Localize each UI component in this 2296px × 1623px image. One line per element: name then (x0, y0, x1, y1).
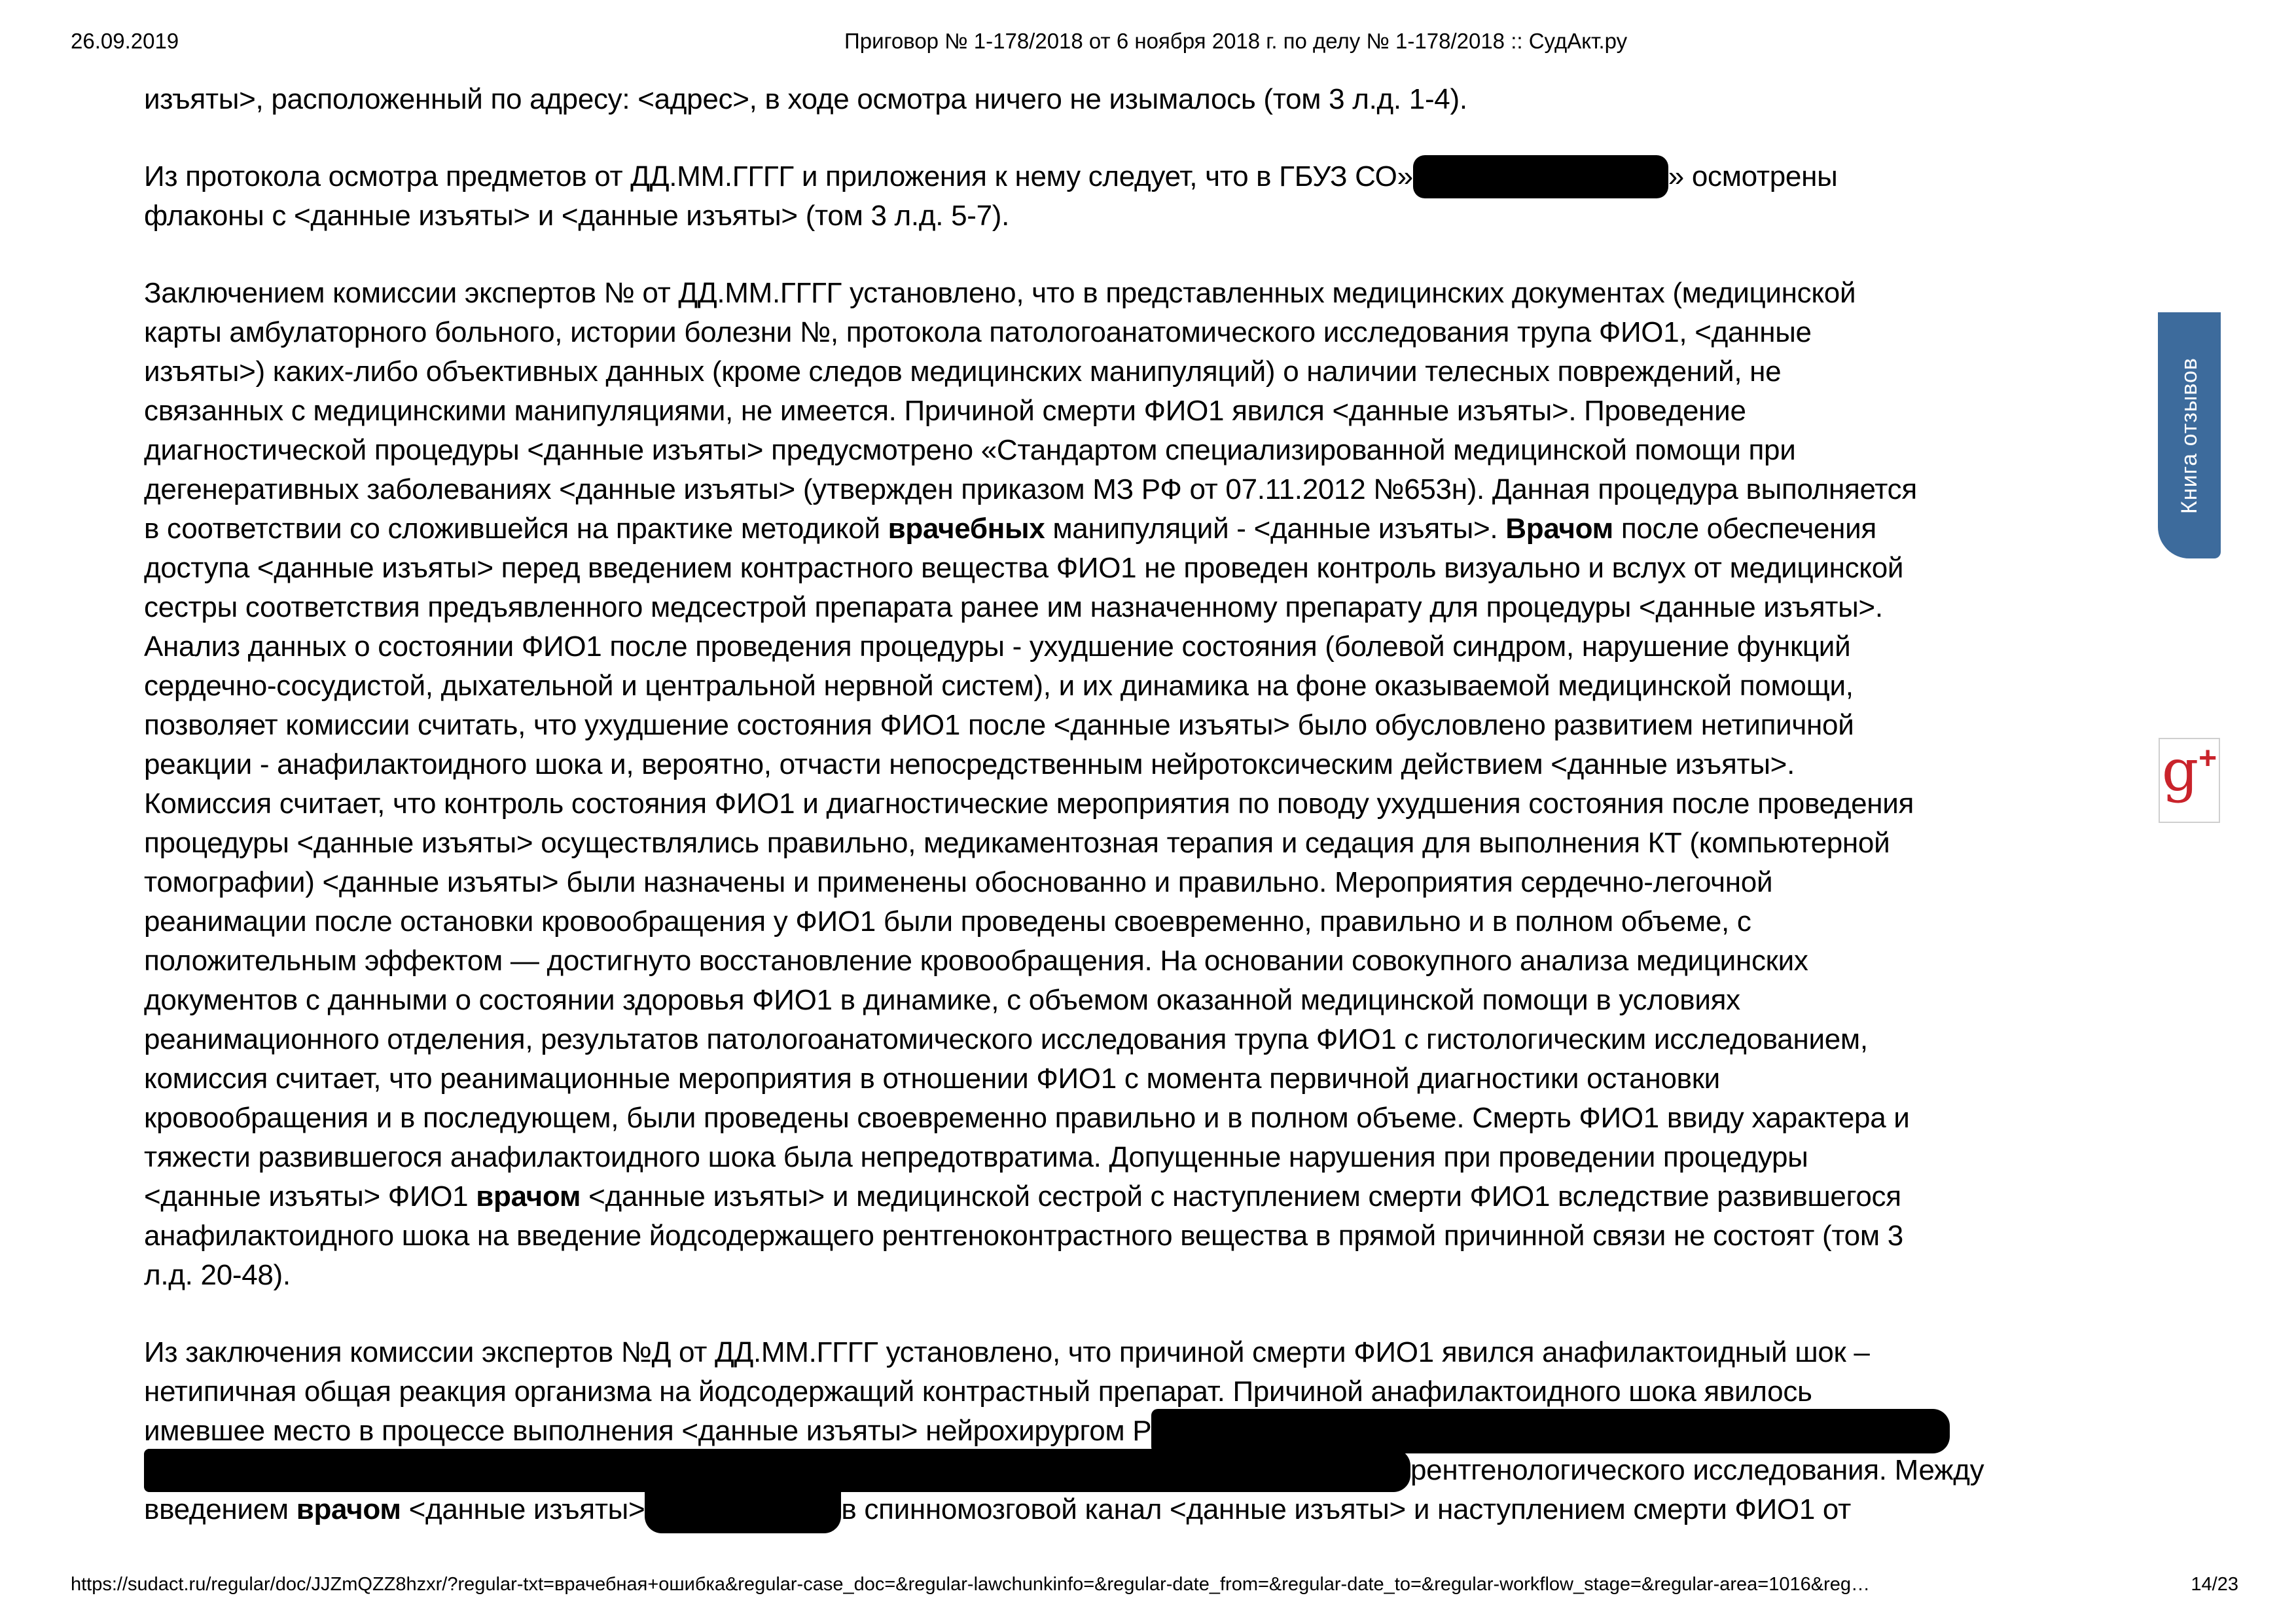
text-line (144, 196, 2101, 236)
text-line (144, 1216, 2101, 1256)
text-segment: Из заключения комиссии экспертов №Д от ДД.ММ.ГГГГ установлено, что причиной смерти ФИО1 явился анафилактоидный шок – (144, 1336, 1870, 1368)
text-line (144, 1177, 2101, 1216)
text-segment: комиссия считает, что реанимационные мероприятия в отношении ФИО1 с момента первичной диагностики остановки (144, 1063, 1720, 1095)
paragraph (144, 80, 2101, 119)
text-segment: <данные изъяты> (401, 1493, 645, 1525)
text-segment: дегенеративных заболеваниях <данные изъяты> (утвержден приказом МЗ РФ от 07.11.2012 №653н). Данная процедура выполняется (144, 473, 1917, 505)
redaction-bar (1413, 155, 1668, 198)
text-line (144, 1138, 2101, 1177)
document-body (144, 80, 2101, 1567)
text-segment: Врачом (1505, 513, 1613, 545)
text-line (144, 1020, 2101, 1059)
text-line (144, 863, 2101, 902)
feedback-book-tab-label: Книга отзывов (2176, 357, 2202, 514)
print-header-date: 26.09.2019 (71, 29, 179, 53)
text-segment: флаконы с <данные изъяты> и <данные изъяты> (том 3 л.д. 5-7). (144, 200, 1010, 232)
paragraph (144, 157, 2101, 236)
text-segment: Анализ данных о состоянии ФИО1 после проведения процедуры - ухудшение состояния (болевой синдром, нарушение функций (144, 630, 1851, 663)
text-line (144, 902, 2101, 941)
text-line (144, 274, 2101, 313)
text-segment: » осмотрены (1668, 160, 1838, 192)
text-line (144, 1059, 2101, 1099)
redaction-bar (1151, 1409, 1950, 1453)
text-line (144, 1099, 2101, 1138)
text-segment: врачебных (888, 513, 1045, 545)
print-footer-url: https://sudact.ru/regular/doc/JJZmQZZ8hzxr/?regular-txt=врачебная+ошибка&regular-case_doc=&regular-lawchunkinfo=&regular-date_from=&regular-date_to=&regular-workflow_stage=&regular-area=1016&reg… (71, 1574, 1870, 1595)
feedback-book-tab[interactable] (2158, 312, 2221, 558)
text-segment: реанимации после остановки кровообращения у ФИО1 были проведены своевременно, правильно и в полном объеме, с (144, 905, 1751, 938)
redaction-bar (645, 1486, 841, 1533)
text-segment: Из протокола осмотра предметов от ДД.ММ.ГГГГ и приложения к нему следует, что в ГБУЗ СО» (144, 160, 1413, 192)
text-segment: диагностической процедуры <данные изъяты> предусмотрено «Стандартом специализированной медицинской помощи при (144, 434, 1796, 466)
text-segment: связанных с медицинскими манипуляциями, не имеется. Причиной смерти ФИО1 явился <данные изъяты>. Проведение (144, 395, 1746, 427)
text-line (144, 666, 2101, 706)
text-segment: процедуры <данные изъяты> осуществлялись правильно, медикаментозная терапия и седация для выполнения КТ (компьютерной (144, 827, 1890, 859)
text-segment: л.д. 20-48). (144, 1259, 291, 1291)
text-segment: томографии) <данные изъяты> были назначены и применены обоснованно и правильно. Мероприятия сердечно-легочной (144, 866, 1773, 898)
text-line (144, 509, 2101, 549)
text-line (144, 352, 2101, 392)
text-segment: Комиссия считает, что контроль состояния ФИО1 и диагностические мероприятия по поводу ухудшения состояния после проведения (144, 788, 1914, 820)
text-segment: рентгенологического исследования. Между (1410, 1454, 1984, 1486)
text-segment: врачом (476, 1180, 581, 1213)
text-segment: врачом (296, 1493, 401, 1525)
text-segment: Заключением комиссии экспертов № от ДД.ММ.ГГГГ установлено, что в представленных медицинских документах (медицинской (144, 277, 1856, 309)
text-line (144, 824, 2101, 863)
paragraph (144, 1333, 2101, 1529)
text-segment: изъяты>) каких-либо объективных данных (кроме следов медицинских манипуляций) о наличии телесных повреждений, не (144, 356, 1782, 388)
text-segment: манипуляций - <данные изъяты>. (1045, 513, 1506, 545)
text-segment: нетипичная общая реакция организма на йодсодержащий контрастный препарат. Причиной анафилактоидного шока явилось (144, 1376, 1812, 1408)
text-line (144, 588, 2101, 627)
text-segment: в спинномозговой канал <данные изъяты> и наступлением смерти ФИО1 от (841, 1493, 1851, 1525)
text-segment: реакции - анафилактоидного шока и, вероятно, отчасти непосредственным нейротоксическим действием <данные изъяты>. (144, 748, 1795, 780)
text-line (144, 431, 2101, 470)
text-line (144, 470, 2101, 509)
text-segment: сердечно-сосудистой, дыхательной и центральной нервной систем), и их динамика на фоне оказываемой медицинской помощи, (144, 670, 1854, 702)
text-segment: документов с данными о состоянии здоровья ФИО1 в динамике, с объемом оказанной медицинской помощи в условиях (144, 984, 1740, 1016)
text-line (144, 392, 2101, 431)
text-line (144, 706, 2101, 745)
text-segment: карты амбулаторного больного, истории болезни №, протокола патологоанатомического исследования трупа ФИО1, <данные (144, 316, 1812, 348)
google-plus-icon[interactable] (2159, 738, 2220, 823)
text-line (144, 313, 2101, 352)
text-line (144, 1333, 2101, 1372)
text-segment: имевшее место в процессе выполнения <данные изъяты> нейрохирургом Р (144, 1415, 1152, 1447)
text-line (144, 1372, 2101, 1412)
print-footer-page-number: 14/23 (2191, 1574, 2238, 1595)
text-segment: введением (144, 1493, 296, 1525)
text-segment: <данные изъяты> ФИО1 (144, 1180, 476, 1213)
text-line (144, 981, 2101, 1020)
text-line (144, 1451, 2101, 1490)
text-segment: анафилактоидного шока на введение йодсодержащего рентгеноконтрастного вещества в прямой причинной связи не состоят (том 3 (144, 1220, 1903, 1252)
text-segment: тяжести развившегося анафилактоидного шока была непредотвратима. Допущенные нарушения при проведении процедуры (144, 1141, 1808, 1173)
print-header-title: Приговор № 1-178/2018 от 6 ноября 2018 г. по делу № 1-178/2018 :: СудАкт.ру (844, 29, 1628, 53)
text-segment: <данные изъяты> и медицинской сестрой с наступлением смерти ФИО1 вследствие развившегося (581, 1180, 1901, 1213)
text-segment: положительным эффектом — достигнуто восстановление кровообращения. На основании совокупного анализа медицинских (144, 945, 1808, 977)
text-line (144, 1412, 2101, 1451)
text-line (144, 157, 2101, 196)
google-plus-g-glyph: g (2161, 737, 2199, 804)
text-line (144, 80, 2101, 119)
text-segment: кровообращения и в последующем, были проведены своевременно правильно и в полном объеме. Смерть ФИО1 ввиду характера и (144, 1102, 1910, 1134)
text-line (144, 627, 2101, 666)
text-line (144, 784, 2101, 824)
text-line (144, 1490, 2101, 1529)
text-segment: изъяты>, расположенный по адресу: <адрес>, в ходе осмотра ничего не изымалось (том 3 л.д. 1-4). (144, 83, 1467, 115)
google-plus-plus-glyph: + (2198, 741, 2217, 776)
text-segment: сестры соответствия предъявленного медсестрой препарата ранее им назначенному препарату для процедуры <данные изъяты>. (144, 591, 1883, 623)
text-line (144, 1256, 2101, 1295)
text-segment: доступа <данные изъяты> перед введением контрастного вещества ФИО1 не проведен контроль визуально и вслух от медицинской (144, 552, 1904, 584)
text-line (144, 745, 2101, 784)
text-line (144, 941, 2101, 981)
text-segment: реанимационного отделения, результатов патологоанатомического исследования трупа ФИО1 с гистологическим исследованием, (144, 1023, 1868, 1055)
text-segment: после обеспечения (1613, 513, 1876, 545)
text-segment: в соответствии со сложившейся на практике методикой (144, 513, 888, 545)
text-segment: позволяет комиссии считать, что ухудшение состояния ФИО1 после <данные изъяты> было обусловлено развитием нетипичной (144, 709, 1854, 741)
paragraph (144, 274, 2101, 1295)
text-line (144, 549, 2101, 588)
